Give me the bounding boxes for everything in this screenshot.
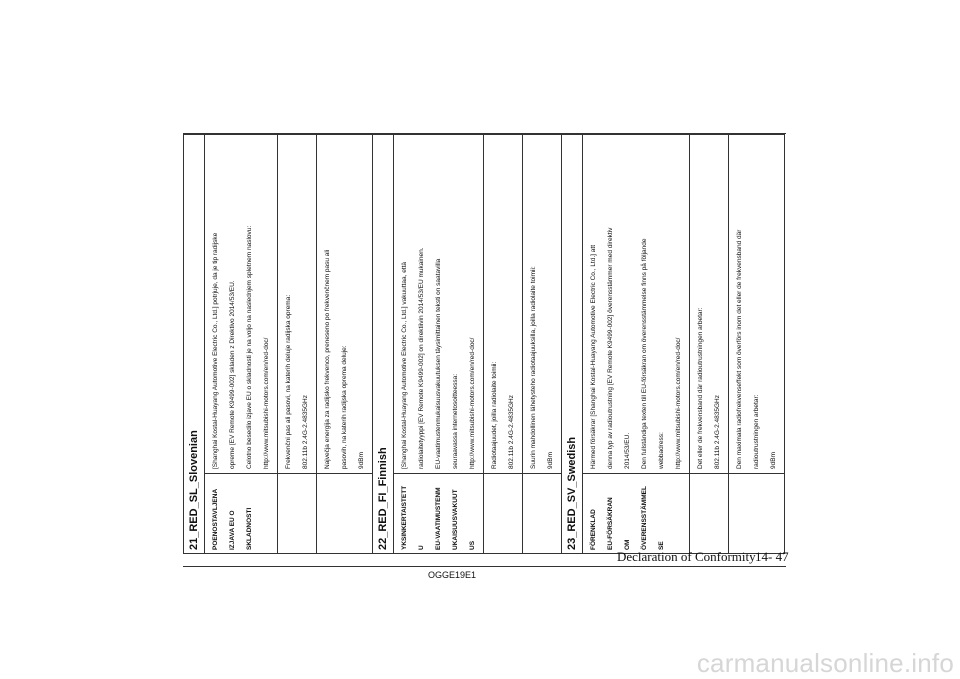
label-line: EU-FÖRSÄKRAN [607,497,614,550]
section [183,134,372,554]
table-row [205,135,278,553]
text-line: http://www.mitsubishi-motors.com/en/red-doc/ [263,337,270,469]
text-line: 9dBm [770,452,777,469]
text-line: webbadress: [658,432,665,469]
table-row [690,135,729,553]
text-line: EU-vaatimustenmukaisuusvakuutuksen täysimittainen teksti on saatavilla [435,258,442,469]
label-line: U [418,545,425,550]
row-text [523,135,561,473]
text-line: pasovih, na katerih radijska oprema deluje: [341,345,348,469]
text-line: Den fullständiga texten till EU-försäkran om överensstämmelse finns på följande [641,238,648,469]
section [372,134,561,554]
row-text [278,135,316,473]
doc-code: OGGE19E1 [428,570,477,580]
row-text [394,135,483,473]
text-line: 802.11b 2.4G-2.4835GHz [302,395,309,469]
text-line: Največja energija za radijsko frekvenco, preneseno po frekvenčnem pasu ali [324,249,331,469]
section-title: 22_RED_FI_Finnish [373,135,394,553]
row-text [729,135,784,473]
label-line: IZJAVA EU O [229,510,236,550]
text-line: Den maximala radiofrekvenseffekt som överförs inom det eller de frekvensband där [736,229,743,469]
text-line: 9dBm [358,452,365,469]
section-title: 23_RED_SV_Swedish [562,135,583,553]
label-line: POENOSTAVLJENA [212,488,219,550]
row-label [523,473,561,553]
row-text [583,135,689,473]
text-line: 9dBm [547,452,554,469]
label-line: FÖRENKLAD [590,509,597,550]
footer-title: Declaration of Conformity [617,549,756,564]
label-line: EU-VAATIMUSTENM [435,487,442,550]
text-line: Frekvenčni pas ali pasovi, na katerih deluje radijska oprema: [285,294,292,469]
row-label [484,473,522,553]
table-row [729,135,784,553]
table-row [317,135,372,553]
text-line: Härmed försäkrar [Shanghai Kostal-Huayang Automotive Electric Co., Ltd.] att [590,245,597,469]
text-line: Radiotaajuudet, joilla radiolaite toimii: [491,361,498,469]
row-label [729,473,784,553]
row-label [205,473,277,553]
text-line: radioutrustningen arbetar: [753,394,760,469]
row-text [690,135,728,473]
text-line: Celotno besedilo izjave EU o skladnosti je na voljo na naslednjem spletnem naslovu: [246,225,253,469]
footer-rule [183,566,786,567]
text-line: 2014/53/EU. [624,432,631,469]
text-line: http://www.mitsubishi-motors.com/en/red-doc/ [469,337,476,469]
text-line: seuraavassa internetosoitteessa: [452,373,459,469]
row-text [205,135,277,473]
section [561,134,785,554]
section-title: 21_RED_SL_Slovenian [184,135,205,553]
text-line: Suurin mahdollinen lähetysteho radiotaajuuksilla, joilla radiolaite toimii: [530,266,537,469]
row-text [317,135,372,473]
table-row [278,135,317,553]
text-line: http://www.mitsubishi-motors.com/en/red-doc/ [675,337,682,469]
label-line: YKSINKERTAISTETT [401,485,408,550]
text-line: Det eller de frekvensband där radioutrustningen arbetar: [697,307,704,469]
text-line: radiolaitetyyppi [EV Remote K9499-002] on direktiivin 2014/53/EU mukainen. [418,247,425,469]
table-row [583,135,690,553]
watermark: carmanualsonline.info [696,648,954,678]
text-line: [Shanghai Kostal-Huayang Automotive Electric Co., Ltd.] vakuuttaa, että [401,261,408,469]
row-label [317,473,372,553]
row-label [583,473,689,553]
text-line: [Shanghai Kostal-Huayang Automotive Electric Co., Ltd.] potrjuje, da je tip radijske [212,232,219,469]
text-line: 802.11b 2.4G-2.4835GHz [508,395,515,469]
text-line: opreme [EV Remote K9499-002] skladen z Direktivo 2014/53/EU. [229,280,236,469]
label-line: UKAISUUSVAKUUT [452,489,459,550]
conformity-table [183,134,777,554]
row-label [690,473,728,553]
table-row [394,135,484,553]
page-number: 14- 47 [755,549,789,564]
text-line: 802.11b 2.4G-2.4835GHz [714,395,721,469]
label-line: SE [658,541,665,550]
label-line: SKLADNOSTI [246,507,253,550]
row-label [278,473,316,553]
table-row [484,135,523,553]
label-line: ÖVERENSSTÄMMEL [641,486,648,550]
label-line: US [469,540,476,550]
label-line: OM [624,539,631,550]
row-text [484,135,522,473]
table-row [523,135,561,553]
row-label [394,473,483,553]
text-line: denna typ av radioutrustning [EV Remote K9499-002] överensstämmer med direktiv [607,227,614,469]
